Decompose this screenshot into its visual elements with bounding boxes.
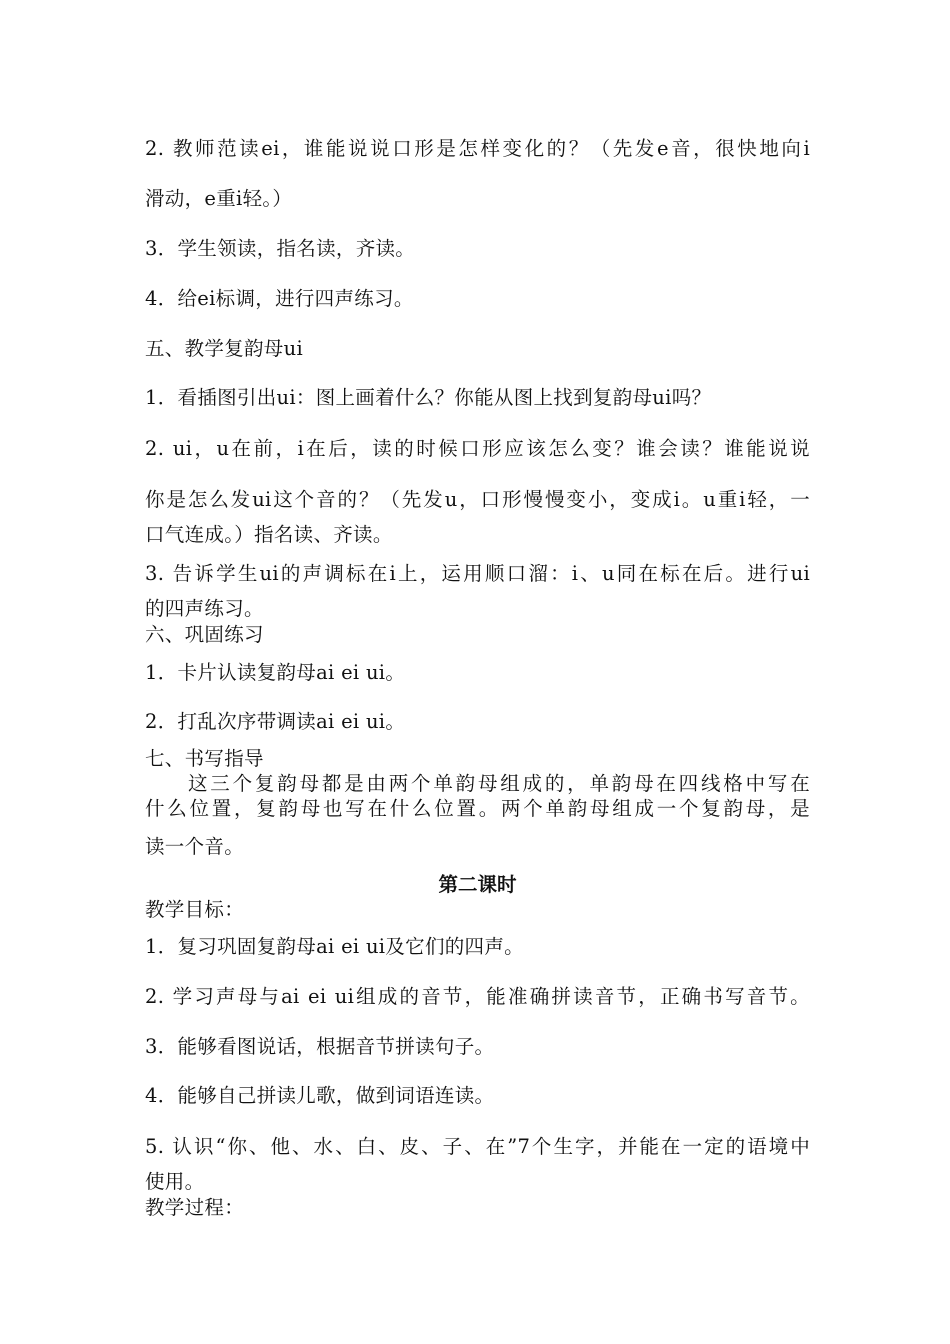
text-line: 5. 认识“你、他、水、白、皮、子、在”7个生字，并能在一定的语境中 (145, 1135, 810, 1158)
section-heading: 教学过程： (145, 1196, 245, 1219)
text-line: 什么位置，复韵母也写在什么位置。两个单韵母组成一个复韵母，是 (145, 797, 810, 820)
text-line: 你是怎么发ui这个音的？（先发u，口形慢慢变小，变成i。u重i轻，一 (145, 488, 810, 511)
text-line: 这三个复韵母都是由两个单韵母组成的，单韵母在四线格中写在 (188, 772, 810, 795)
section-heading: 五、教学复韵母ui (145, 337, 303, 360)
text-line: 3．学生领读，指名读，齐读。 (145, 237, 416, 260)
section-heading: 七、书写指导 (145, 747, 264, 770)
text-line: 1．看插图引出ui：图上画着什么？你能从图上找到复韵母ui吗？ (145, 386, 712, 409)
text-line: 1．复习巩固复韵母ai ei ui及它们的四声。 (145, 935, 524, 958)
text-line: 3. 告诉学生ui的声调标在i上，运用顺口溜：i、u同在标在后。进行ui (145, 562, 810, 585)
text-line: 的四声练习。 (145, 597, 264, 620)
section-heading: 教学目标： (145, 898, 245, 921)
text-line: 4．给ei标调，进行四声练习。 (145, 287, 414, 310)
text-line: 3．能够看图说话，根据音节拼读句子。 (145, 1035, 495, 1058)
text-line: 滑动，e重i轻。） (145, 187, 293, 210)
lesson-title: 第二课时 (438, 873, 517, 896)
text-line: 2. ui，u在前，i在后，读的时候口形应该怎么变？谁会读？谁能说说 (145, 437, 810, 460)
text-line: 2．打乱次序带调读ai ei ui。 (145, 710, 406, 733)
text-line: 使用。 (145, 1170, 205, 1193)
text-line: 4．能够自己拼读儿歌，做到词语连读。 (145, 1084, 495, 1107)
text-line: 2. 教师范读ei，谁能说说口形是怎样变化的？（先发e音，很快地向i (145, 137, 810, 160)
text-line: 2. 学习声母与ai ei ui组成的音节，能准确拼读音节，正确书写音节。 (145, 985, 810, 1008)
section-heading: 六、巩固练习 (145, 623, 264, 646)
text-line: 1．卡片认读复韵母ai ei ui。 (145, 661, 406, 684)
text-line: 口气连成。）指名读、齐读。 (145, 523, 393, 546)
text-line: 读一个音。 (145, 835, 245, 858)
